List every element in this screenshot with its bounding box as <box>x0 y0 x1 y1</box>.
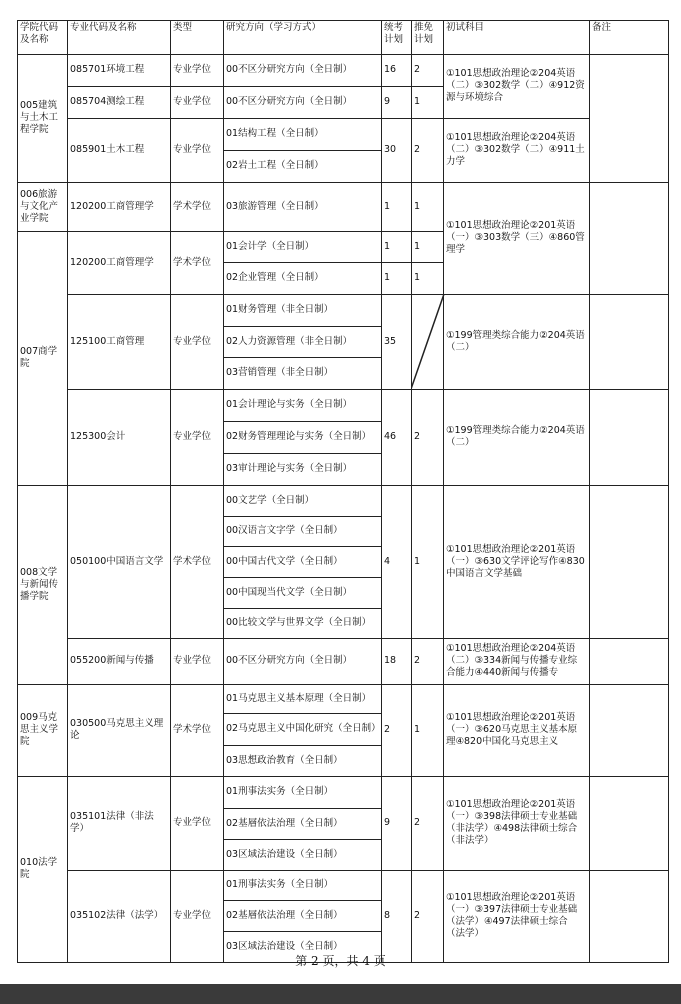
exam-plan: 8 <box>384 910 391 921</box>
college-name: 006旅游与文化产业学院 <box>20 188 59 224</box>
exam-plan: 35 <box>384 335 397 347</box>
degree-type: 专业学位 <box>173 655 212 666</box>
viewer-bottom-bar <box>0 984 681 1004</box>
recommend-plan: 1 <box>414 200 421 212</box>
degree-type: 专业学位 <box>173 817 212 828</box>
column-header: 类型 <box>173 22 193 33</box>
research-direction: 02基層依法治理（全日制） <box>226 909 343 921</box>
recommend-plan: 2 <box>414 817 421 828</box>
research-direction: 03思想政治教育（全日制） <box>226 754 343 766</box>
recommend-plan: 2 <box>414 655 421 666</box>
exam-subjects: ①101思想政治理论②204英语（二）③334新闻与传播专业综合能力④440新闻与传播专 <box>446 643 578 678</box>
exam-subjects: ①199管理类综合能力②204英语（二） <box>446 425 585 448</box>
recommend-plan: 1 <box>414 272 421 283</box>
exam-plan: 9 <box>384 96 391 107</box>
research-direction: 03旅游管理（全日制） <box>226 200 324 212</box>
exam-subjects: ①101思想政治理论②201英语（一）③303数学（三）④860管理学 <box>446 220 585 255</box>
recommend-plan: 2 <box>414 64 421 75</box>
research-direction: 02财务管理理论与实务（全日制） <box>226 431 372 442</box>
page-number-footer: 第 2 页，共 4 页 <box>295 954 386 968</box>
column-header: 推免计划 <box>414 22 434 45</box>
research-direction: 00中国古代文学（全日制） <box>226 555 343 567</box>
degree-type: 学术学位 <box>173 724 212 735</box>
exam-subjects: ①101思想政治理论②204英语（二）③302数学（二）④912资源与环境综合 <box>446 68 585 103</box>
research-direction: 01马克思主义基本原理（全日制） <box>226 692 372 704</box>
degree-type: 专业学位 <box>173 335 212 347</box>
exam-plan: 1 <box>384 272 391 283</box>
column-header: 统考计划 <box>384 22 404 45</box>
degree-type: 专业学位 <box>173 64 212 75</box>
major-name: 030500马克思主义理论 <box>70 718 164 741</box>
research-direction: 01结构工程（全日制） <box>226 128 324 139</box>
major-name: 055200新闻与传播 <box>70 655 154 666</box>
exam-plan: 2 <box>384 724 391 735</box>
recommend-plan: 1 <box>414 724 421 735</box>
research-direction: 02岩土工程（全日制） <box>226 160 324 171</box>
exam-plan: 30 <box>384 144 397 155</box>
research-direction: 01会计学（全日制） <box>226 240 315 252</box>
research-direction: 00不区分研究方向（全日制） <box>226 655 353 666</box>
major-name: 125300会计 <box>70 431 126 442</box>
major-name: 120200工商管理学 <box>70 256 154 268</box>
exam-plan: 1 <box>384 200 391 212</box>
degree-type: 专业学位 <box>173 910 212 921</box>
college-name: 005建筑与土木工程学院 <box>20 100 59 135</box>
research-direction: 00文艺学（全日制） <box>226 494 315 506</box>
recommend-plan: 1 <box>414 555 421 567</box>
exam-subjects: ①101思想政治理论②201英语（一）③620马克思主义基本原理④820中国化马克思主义 <box>446 712 578 747</box>
research-direction: 01财务管理（非全日制） <box>226 304 334 315</box>
exam-subjects: ①199管理类综合能力②204英语（二） <box>446 329 585 353</box>
exam-plan: 1 <box>384 240 391 252</box>
degree-type: 学术学位 <box>173 200 212 212</box>
major-name: 125100工商管理 <box>70 335 145 347</box>
blank-cell-slash <box>411 294 445 389</box>
research-direction: 01刑事法实务（全日制） <box>226 879 334 890</box>
research-direction: 00不区分研究方向（全日制） <box>226 96 353 107</box>
research-direction: 00不区分研究方向（全日制） <box>226 64 353 75</box>
research-direction: 03区域法治建设（全日制） <box>226 848 343 860</box>
exam-plan: 46 <box>384 431 397 442</box>
research-direction: 02企业管理（全日制） <box>226 272 324 283</box>
major-name: 120200工商管理学 <box>70 200 154 212</box>
research-direction: 03审计理论与实务（全日制） <box>226 463 353 474</box>
degree-type: 专业学位 <box>173 96 212 107</box>
major-name: 035102法律（法学） <box>70 910 164 921</box>
major-name: 085701环境工程 <box>70 64 145 75</box>
research-direction: 03区域法治建设（全日制） <box>226 940 343 952</box>
major-name: 050100中国语言文学 <box>70 555 164 567</box>
column-header: 研究方向（学习方式） <box>226 22 322 33</box>
college-name: 008文学与新闻传播学院 <box>20 566 59 602</box>
column-header: 专业代码及名称 <box>70 22 137 33</box>
degree-type: 学术学位 <box>173 256 212 268</box>
column-header: 初试科目 <box>446 22 485 33</box>
recommend-plan: 2 <box>414 910 421 921</box>
research-direction: 00比较文学与世界文学（全日制） <box>226 617 372 628</box>
recommend-plan: 1 <box>414 240 421 252</box>
exam-plan: 4 <box>384 555 391 567</box>
exam-subjects: ①101思想政治理论②201英语（一）③398法律硕士专业基础（非法学）④498法律硕士综合（非法学） <box>446 799 578 846</box>
recommend-plan: 2 <box>414 431 421 442</box>
exam-subjects: ①101思想政治理论②201英语（一）③630文学评论写作④830中国语言文学基础 <box>446 543 585 579</box>
exam-plan: 9 <box>384 817 391 828</box>
major-name: 035101法律（非法学） <box>70 811 154 834</box>
major-name: 085704测绘工程 <box>70 96 145 107</box>
college-name: 007商学院 <box>20 346 58 369</box>
major-name: 085901土木工程 <box>70 144 145 155</box>
exam-subjects: ①101思想政治理论②204英语（二）③302数学（二）④911土力学 <box>446 132 585 167</box>
degree-type: 专业学位 <box>173 144 212 155</box>
recommend-plan: 2 <box>414 144 421 155</box>
column-header: 学院代码及名称 <box>20 22 59 45</box>
research-direction: 01会计理论与实务（全日制） <box>226 399 353 410</box>
recommend-plan: 1 <box>414 96 421 107</box>
college-name: 010法学院 <box>20 857 58 880</box>
research-direction: 00汉语言文字学（全日制） <box>226 525 343 536</box>
exam-plan: 18 <box>384 655 397 666</box>
degree-type: 专业学位 <box>173 431 212 442</box>
research-direction: 00中国现当代文学（全日制） <box>226 586 353 598</box>
research-direction: 02基層依法治理（全日制） <box>226 817 343 829</box>
research-direction: 02马克思主义中国化研究（全日制） <box>226 723 381 734</box>
degree-type: 学术学位 <box>173 555 212 567</box>
research-direction: 01刑事法实务（全日制） <box>226 786 334 797</box>
college-name: 009马克思主义学院 <box>20 712 59 747</box>
research-direction: 02人力资源管理（非全日制） <box>226 335 353 347</box>
exam-subjects: ①101思想政治理论②201英语（一）③397法律硕士专业基础（法学）④497法律硕士综合（法学） <box>446 892 578 939</box>
research-direction: 03营销管理（非全日制） <box>226 367 334 378</box>
exam-plan: 16 <box>384 64 397 75</box>
column-header: 备注 <box>592 22 612 33</box>
